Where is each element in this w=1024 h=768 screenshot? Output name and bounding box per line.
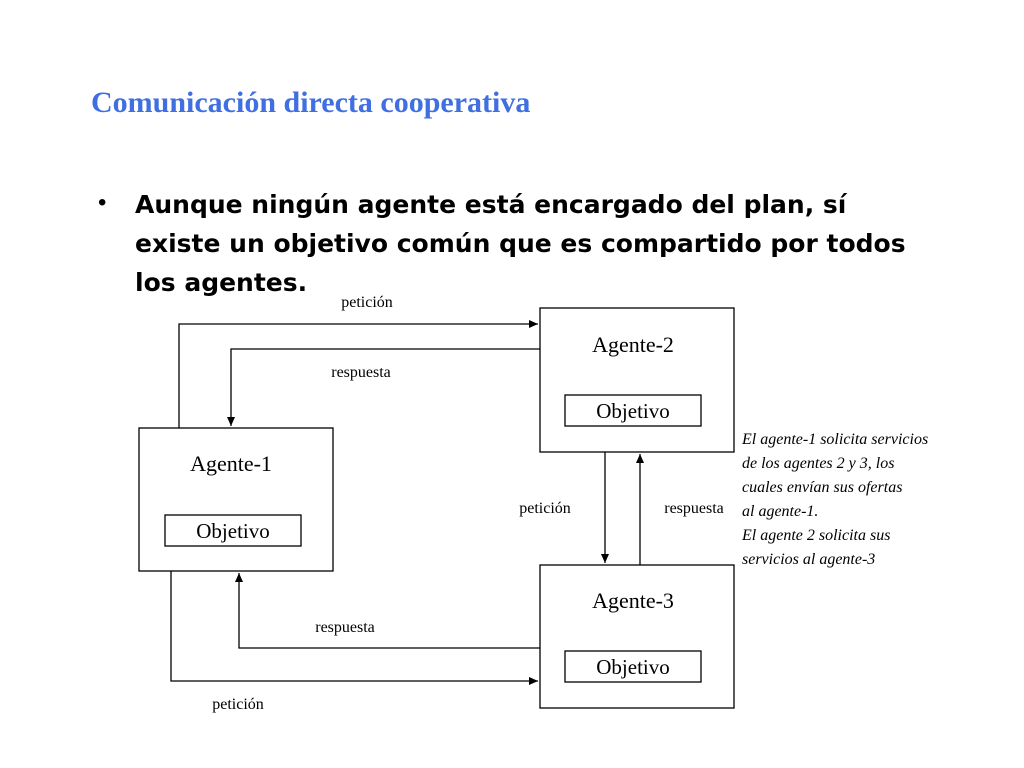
- agent-1-name: Agente-1: [190, 451, 272, 476]
- label-a1-to-a3-request: petición: [212, 696, 264, 713]
- note-line-1: El agente-1 solicita servicios: [742, 431, 929, 448]
- arrow-a3-to-a1-response: [239, 573, 540, 648]
- bullet-line-3: los agentes.: [135, 268, 308, 297]
- agent-2-name: Agente-2: [592, 332, 674, 357]
- note-line-6: servicios al agente-3: [742, 551, 876, 568]
- label-a3-to-a2-response: respuesta: [664, 500, 724, 517]
- agent-2-goal: Objetivo: [596, 399, 670, 423]
- agent-1-goal: Objetivo: [196, 519, 270, 543]
- bullet-line-2: existe un objetivo común que es compartido por todos: [135, 229, 906, 258]
- note-line-5: El agente 2 solicita sus: [742, 527, 891, 544]
- arrow-a2-to-a1-response: [231, 349, 540, 426]
- agent-3-box: [540, 565, 734, 708]
- agent-2-box: [540, 308, 734, 452]
- note-line-2: de los agentes 2 y 3, los: [742, 455, 895, 472]
- label-a1-to-a2-request: petición: [341, 294, 393, 311]
- agent-3-goal: Objetivo: [596, 655, 670, 679]
- label-a3-to-a1-response: respuesta: [315, 619, 375, 636]
- slide-title: Comunicación directa cooperativa: [91, 86, 531, 119]
- label-a2-to-a3-request: petición: [519, 500, 571, 517]
- bullet-dot-icon: •: [98, 189, 107, 216]
- note-line-3: cuales envían sus ofertas: [742, 479, 903, 496]
- note-line-4: al agente-1.: [742, 503, 819, 520]
- bullet-line-1: Aunque ningún agente está encargado del plan, sí: [135, 190, 847, 219]
- diagram-note: [742, 428, 1012, 572]
- label-a2-to-a1-response: respuesta: [331, 364, 391, 381]
- agent-3-name: Agente-3: [592, 588, 674, 613]
- agent-1-box: [139, 428, 333, 571]
